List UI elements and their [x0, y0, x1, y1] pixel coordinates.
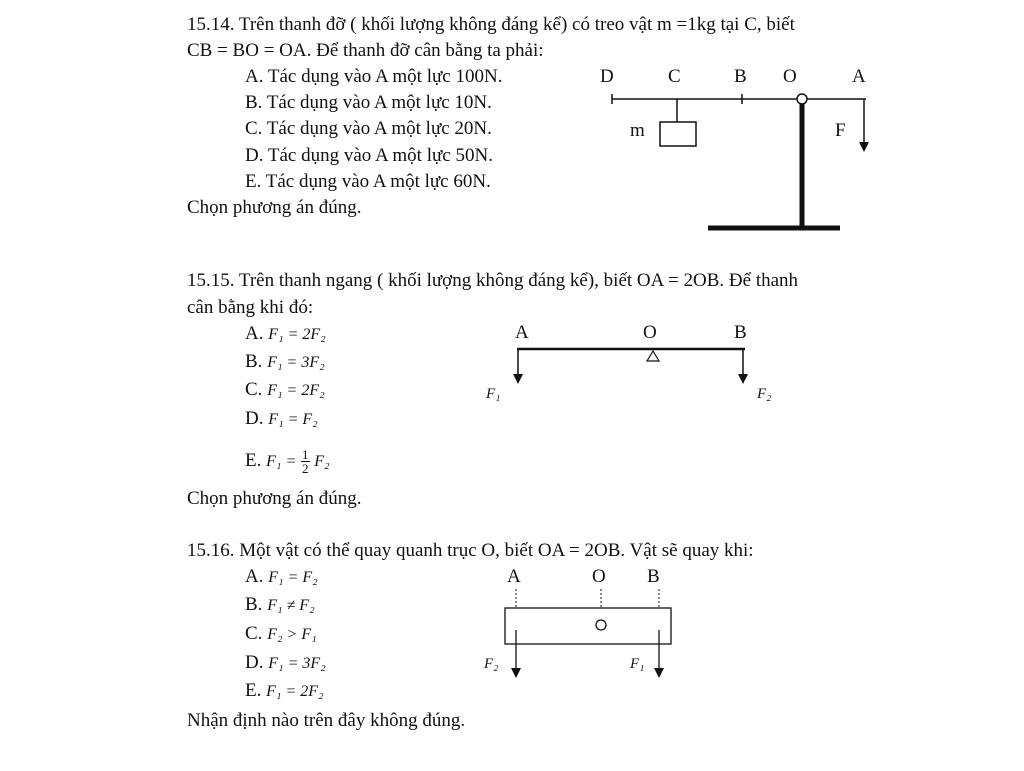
q1-label-a: A [852, 66, 866, 87]
q1-label-d: D [600, 66, 614, 87]
q3-prompt: Nhận định nào trên đây không đúng. [187, 710, 466, 731]
q1-stem-line2: CB = BO = OA. Để thanh đỡ cân bằng ta phải: [187, 40, 544, 61]
q2-stem-line1: 15.15. Trên thanh ngang ( khối lượng không đáng kể), biết OA = 2OB. Để thanh [187, 270, 799, 291]
q2-option-e-fraction: $\frac{1}{2}$ [302, 447, 309, 476]
q3-label-o: O [592, 566, 606, 587]
q2-label-o: O [643, 322, 657, 343]
q2-prompt: Chọn phương án đúng. [187, 488, 362, 509]
q2-stem-line2: cân bằng khi đó: [187, 297, 314, 318]
q1-option-c: C. Tác dụng vào A một lực 20N. [245, 118, 492, 139]
q3-option-c: C. F₂ > F₁ [245, 623, 317, 644]
q1-option-b: B. Tác dụng vào A một lực 10N. [245, 92, 492, 113]
q3-body-rect [505, 608, 671, 644]
q1-label-o: O [783, 66, 797, 87]
q3-label-f2: F₂ [484, 656, 499, 672]
q3-force-f2-arrowhead [511, 668, 521, 678]
q3-option-a: A. F₁ = F₂ [245, 566, 318, 587]
q3-label-a: A [507, 566, 521, 587]
q3-option-b: B. F₁ ≠ F₂ [245, 594, 315, 615]
q1-label-b: B [734, 66, 747, 87]
q1-prompt: Chọn phương án đúng. [187, 197, 362, 218]
q3-axis-circle [596, 620, 606, 630]
q2-option-d: D. F₁ = F₂ [245, 408, 318, 429]
q3-force-f1-arrowhead [654, 668, 664, 678]
q1-option-a: A. Tác dụng vào A một lực 100N. [245, 66, 503, 87]
q2-label-a: A [515, 322, 529, 343]
q2-label-b: B [734, 322, 747, 343]
q3-option-e: E. F₁ = 2F₂ [245, 680, 324, 701]
q2-option-b: B. F₁ = 3F₂ [245, 351, 325, 372]
q2-label-f1: F₁ [486, 386, 501, 402]
q1-label-c: C [668, 66, 681, 87]
q2-option-a: A. F₁ = 2F₂ [245, 323, 326, 344]
q1-label-m: m [630, 120, 645, 141]
q3-option-d: D. F₁ = 3F₂ [245, 652, 326, 673]
q1-option-e: E. Tác dụng vào A một lực 60N. [245, 171, 491, 192]
q1-label-f: F [835, 120, 846, 141]
q3-label-f1: F₁ [630, 656, 645, 672]
q3-stem: 15.16. Một vật có thể quay quanh trục O, biết OA = 2OB. Vật sẽ quay khi: [187, 540, 754, 561]
q2-label-f2: F₂ [757, 386, 772, 402]
q1-option-d: D. Tác dụng vào A một lực 50N. [245, 145, 493, 166]
q2-option-c: C. F₁ = 2F₂ [245, 379, 325, 400]
q1-stem-line1: 15.14. Trên thanh đỡ ( khối lượng không đáng kể) có treo vật m =1kg tại C, biết [187, 14, 795, 35]
q2-option-e: E. F₁ = $\frac{1}{2}$ F₂ [245, 447, 330, 476]
q3-label-b: B [647, 566, 660, 587]
